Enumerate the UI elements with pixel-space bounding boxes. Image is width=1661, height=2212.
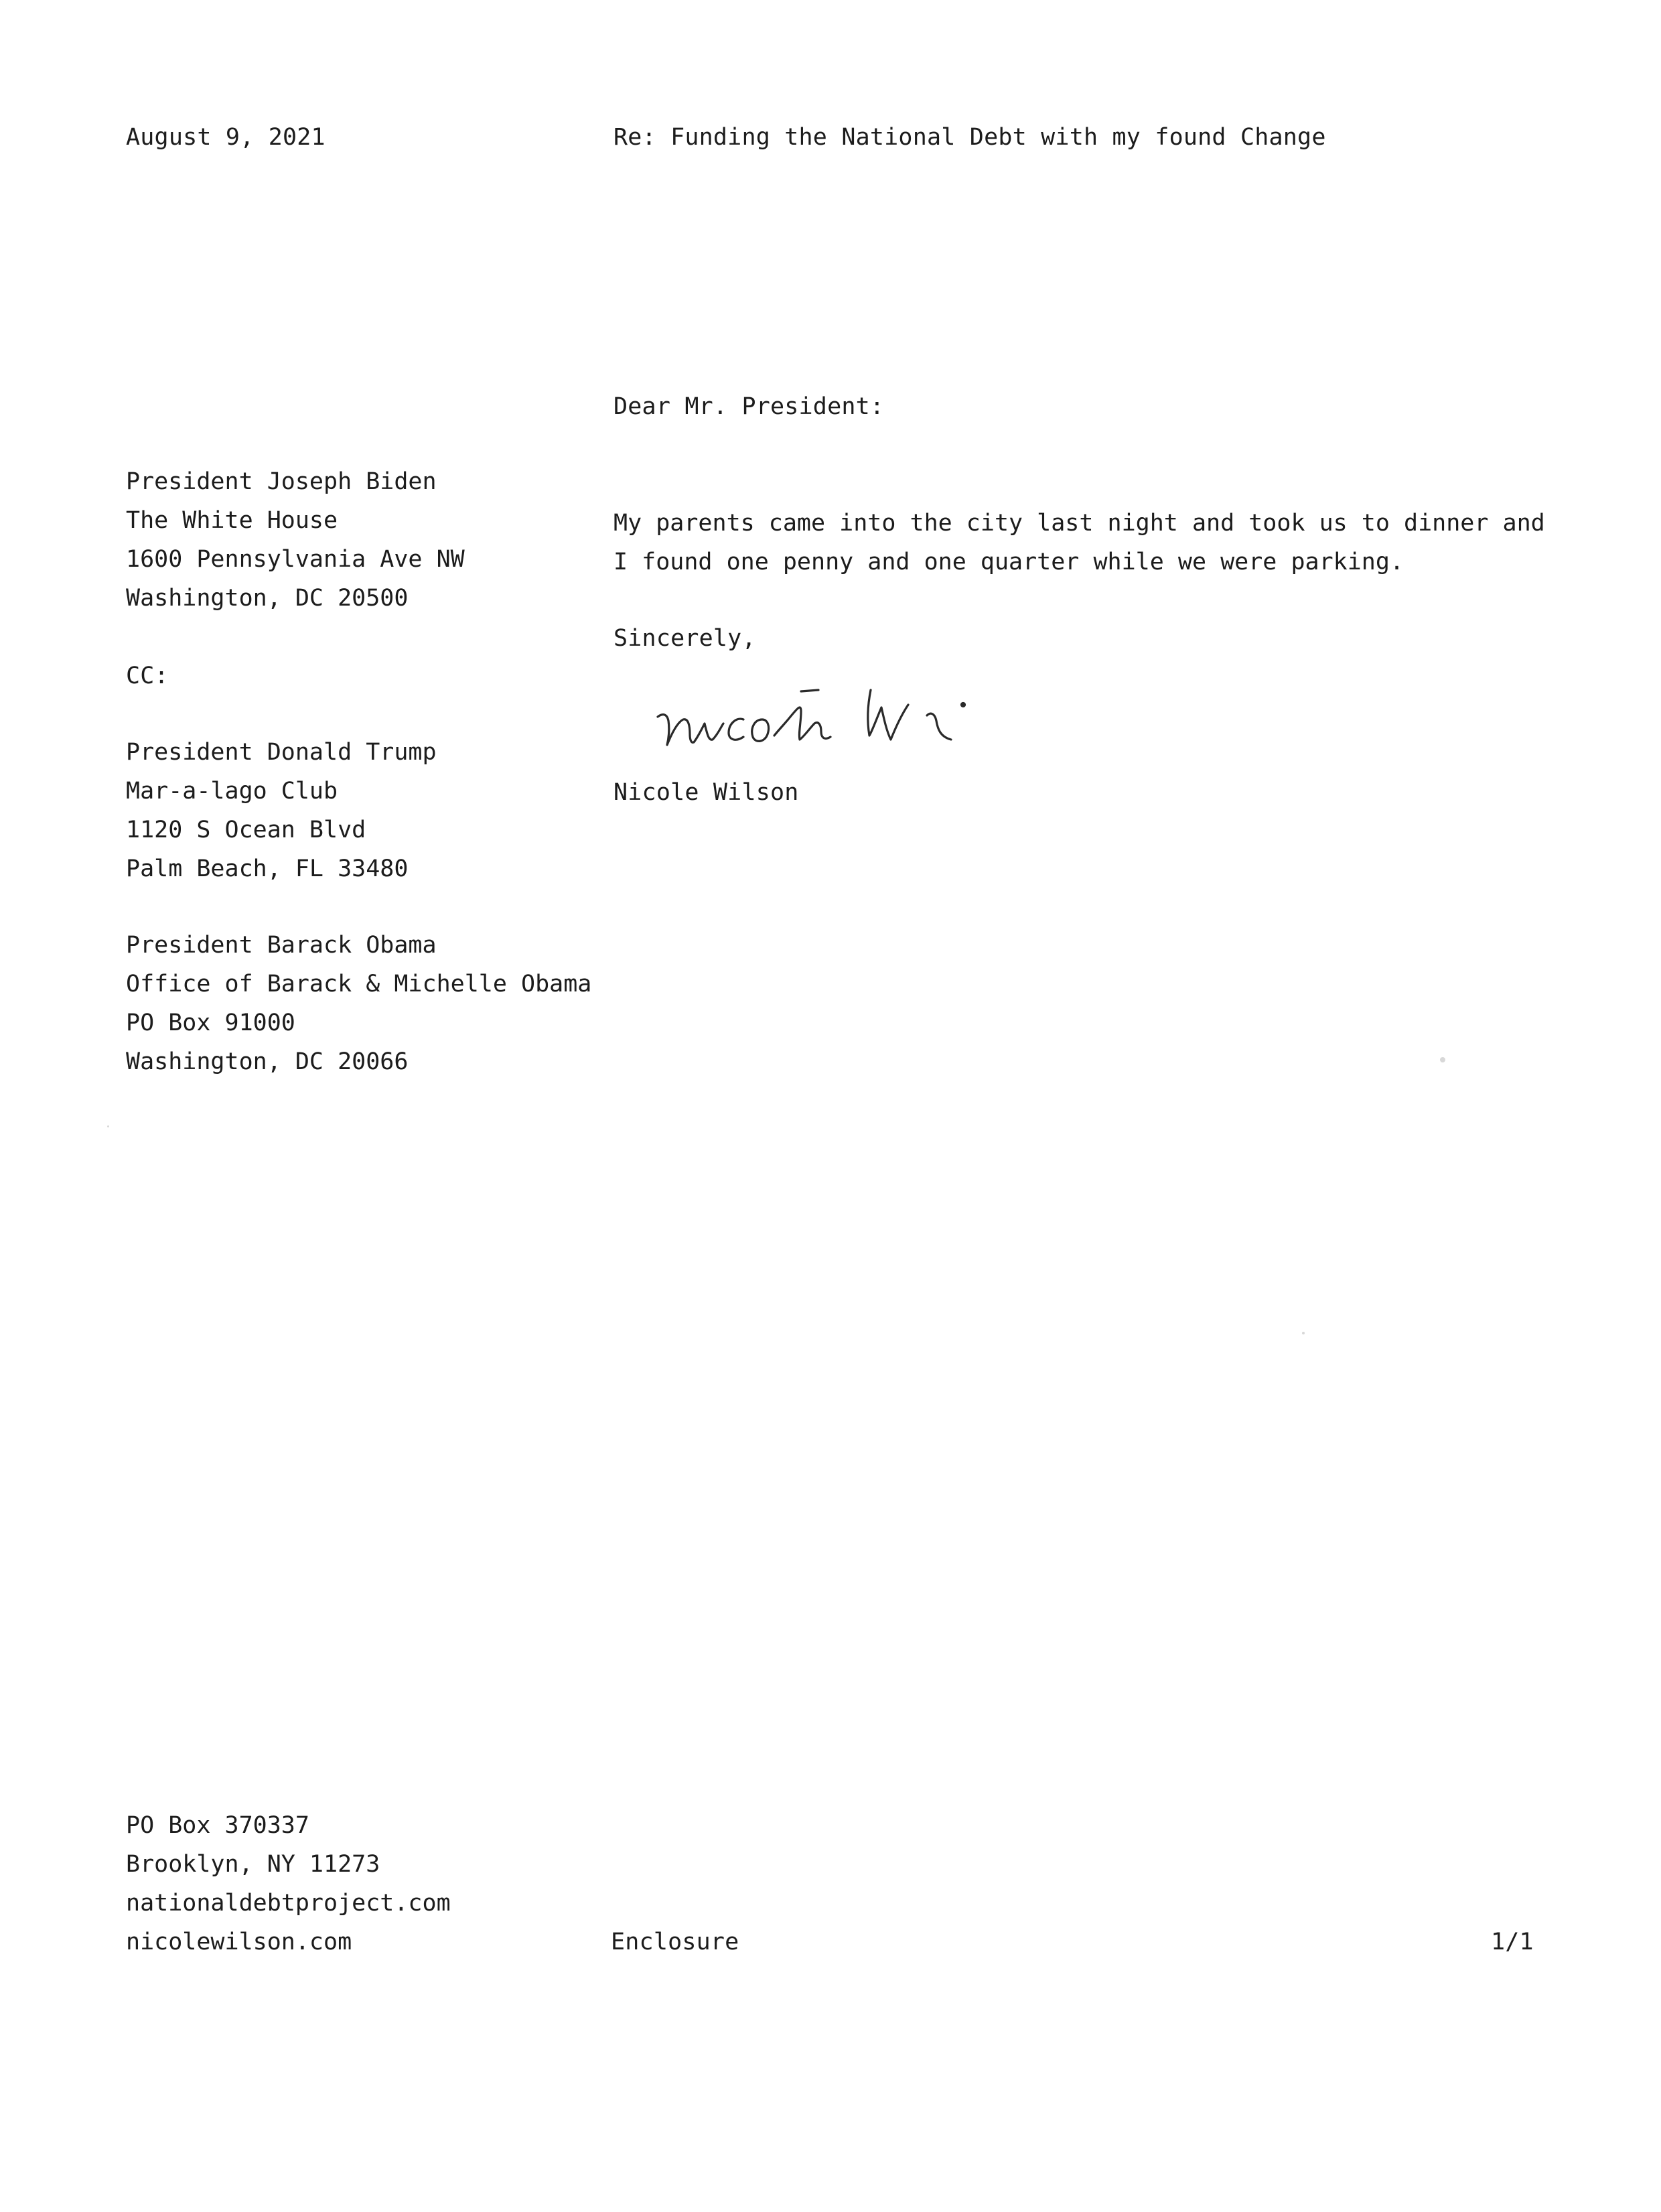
cc-line: PO Box 91000 xyxy=(126,1010,295,1036)
sender-address xyxy=(126,1806,451,1961)
letter-date: August 9, 2021 xyxy=(126,124,326,151)
recipient-address xyxy=(126,462,465,618)
letter-subject: Re: Funding the National Debt with my found Change xyxy=(613,124,1326,151)
printed-name: Nicole Wilson xyxy=(613,779,799,806)
cc-recipient-address xyxy=(126,926,591,1081)
closing: Sincerely, xyxy=(613,625,756,652)
enclosure-note: Enclosure xyxy=(611,1929,739,1955)
letter-body xyxy=(613,504,1545,581)
scan-speck xyxy=(1440,1057,1445,1062)
cc-line: Palm Beach, FL 33480 xyxy=(126,855,409,882)
sender-line: nicolewilson.com xyxy=(126,1929,352,1955)
sender-line: PO Box 370337 xyxy=(126,1812,309,1839)
cc-line: Office of Barack & Michelle Obama xyxy=(126,971,592,997)
cc-line: 1120 S Ocean Blvd xyxy=(126,817,366,843)
sender-line: Brooklyn, NY 11273 xyxy=(126,1851,380,1878)
recipient-line: The White House xyxy=(126,507,338,534)
cc-recipient-address xyxy=(126,733,437,888)
cc-line: Washington, DC 20066 xyxy=(126,1048,409,1075)
recipient-line: 1600 Pennsylvania Ave NW xyxy=(126,546,465,573)
salutation: Dear Mr. President: xyxy=(613,393,885,420)
cc-line: President Donald Trump xyxy=(126,739,437,766)
sender-line: nationaldebtproject.com xyxy=(126,1890,451,1917)
cc-line: Mar-a-lago Club xyxy=(126,778,338,805)
handwritten-signature xyxy=(643,670,1018,764)
page-number: 1/1 xyxy=(1491,1929,1534,1955)
scan-speck xyxy=(107,1125,109,1127)
cc-label: CC: xyxy=(126,663,169,689)
scan-speck xyxy=(1302,1332,1305,1334)
cc-line: President Barack Obama xyxy=(126,932,437,959)
body-line: I found one penny and one quarter while we were parking. xyxy=(613,549,1404,575)
recipient-line: President Joseph Biden xyxy=(126,468,437,495)
body-line: My parents came into the city last night and took us to dinner and xyxy=(613,510,1545,537)
recipient-line: Washington, DC 20500 xyxy=(126,585,409,612)
